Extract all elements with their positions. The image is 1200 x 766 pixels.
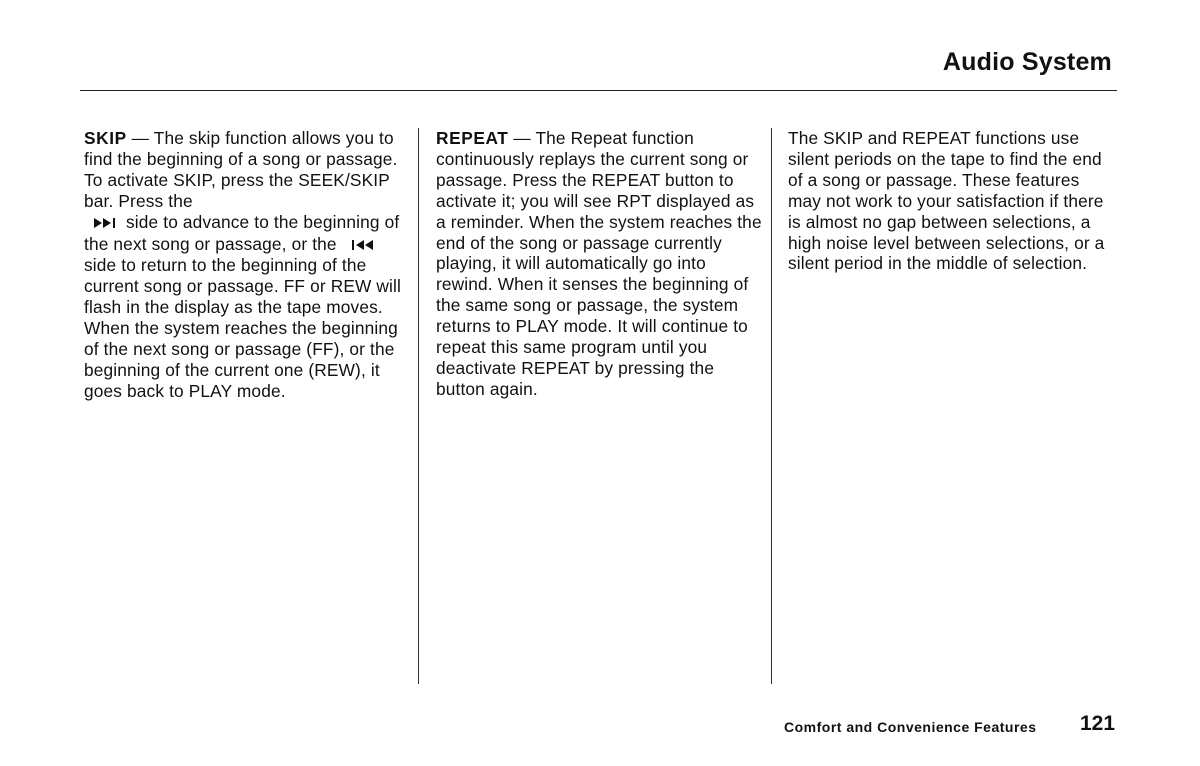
repeat-text: — The Repeat function continuously replays the current song or passage. Press the REPEAT button to activate it; you will see RPT displayed as a reminder. When the system reaches the end of the song or passage currently playing, it will automatically go into rewind. When it senses the beginning of the same song or passage, the system returns to PLAY mode. It will continue to repeat this same program until you deactivate REPEAT by pressing the button again. <box>436 128 762 399</box>
page-title: Audio System <box>942 48 1112 76</box>
page-number: 121 <box>1080 712 1116 735</box>
repeat-column <box>436 128 762 400</box>
note-column <box>788 128 1114 274</box>
skip-column <box>84 128 410 402</box>
skip-paragraph <box>84 128 410 402</box>
repeat-paragraph <box>436 128 762 400</box>
skip-text-part2: side to advance to the beginning of the next song or passage, or the <box>84 211 400 254</box>
repeat-term: REPEAT <box>436 128 509 148</box>
column-divider <box>771 128 772 684</box>
note-paragraph: The SKIP and REPEAT functions use silent periods on the tape to find the end of a song or passage. These features may not work to your satisfaction if there is almost no gap between selections, a high noise level between selections, or a silent period in the middle of selection. <box>788 128 1105 274</box>
column-divider <box>418 128 419 684</box>
skip-term: SKIP <box>84 128 127 148</box>
skip-back-icon <box>352 235 378 256</box>
skip-text-part1: — The skip function allows you to find the beginning of a song or passage. To activate SKIP, press the SEEK/SKIP bar. Press the <box>84 128 398 211</box>
footer-section-label: Comfort and Convenience Features <box>784 719 1037 735</box>
header-divider <box>80 90 1117 91</box>
skip-forward-icon <box>94 213 120 234</box>
skip-text-part3: side to return to the beginning of the current song or passage. FF or REW will flash in the display as the tape moves. When the system reaches the beginning of the next song or passage (FF), or the beginning of the current one (REW), it goes back to PLAY mode. <box>84 255 402 401</box>
